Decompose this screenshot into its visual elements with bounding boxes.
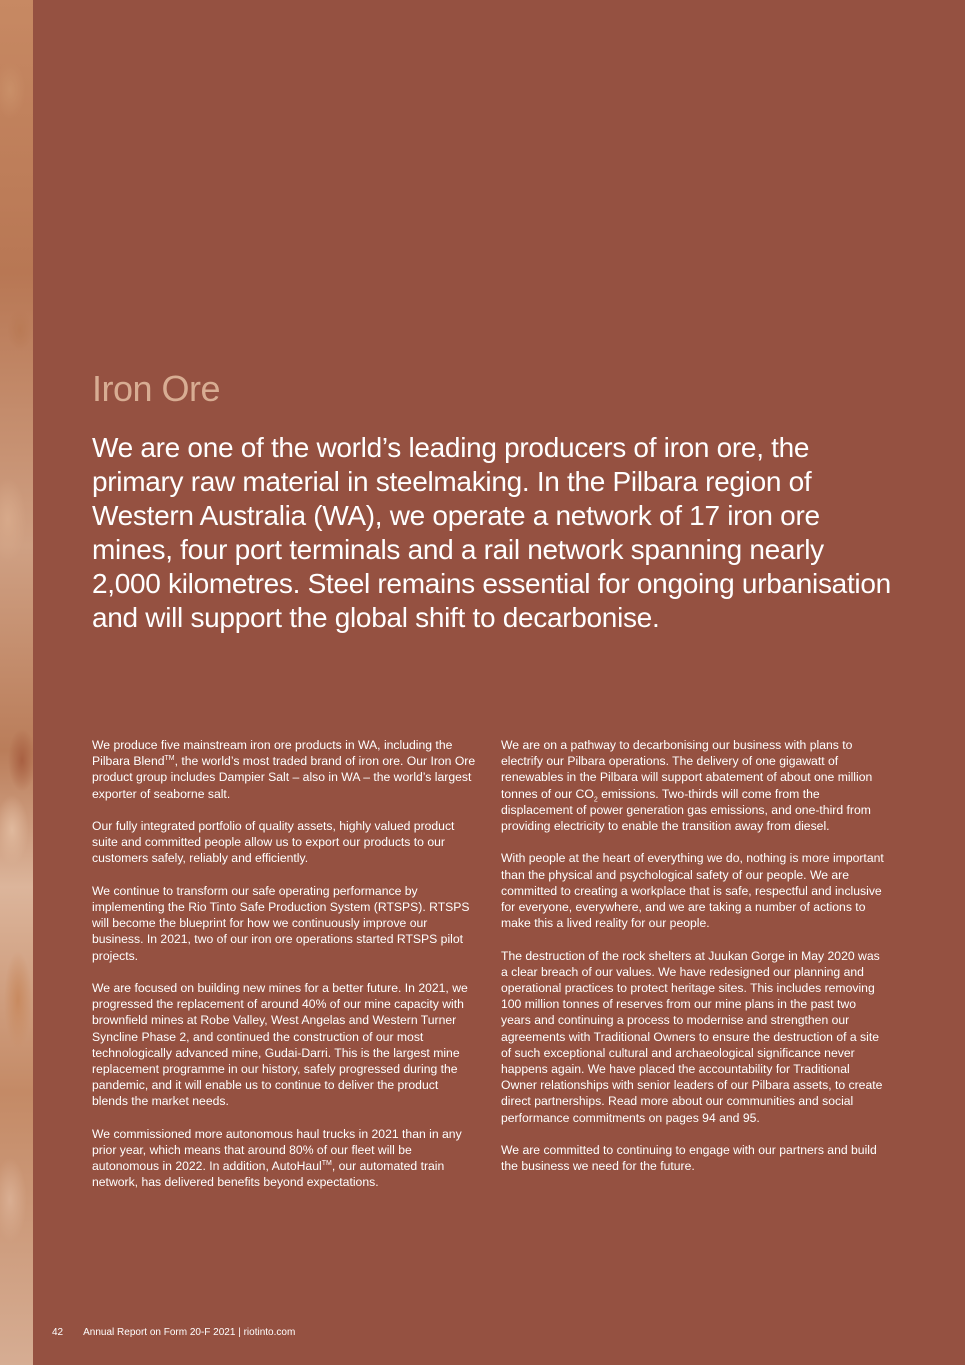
paragraph: We are committed to continuing to engage with our partners and build the business we need for the future.	[501, 1143, 877, 1174]
paragraph: We produce five mainstream iron ore products in WA, including the Pilbara Blend™, the world’s most traded brand of iron ore. Our Iron Ore product group includes Dampier Salt – also in WA – the world’s largest exporter of seaborne salt.	[92, 738, 476, 801]
paragraph: We are focused on building new mines for a better future. In 2021, we progressed the replacement of around 40% of our mine capacity with brownfield mines at Robe Valley, West Angelas and Western Turner Syncline Phase 2, and continued the construction of our most technologically advanced mine, Gudai-Darri. This is the largest mine replacement programme in our history, safely progressed during the pandemic, and it will enable us to continue to deliver the product blends the market needs.	[92, 981, 468, 1109]
left-column	[92, 737, 477, 1207]
paragraph: We continue to transform our safe operating performance by implementing the Rio Tinto Safe Production System (RTSPS). RTSPS will become the blueprint for how we continuously improve our business. In 2021, two of our iron ore operations started RTSPS pilot projects.	[92, 883, 470, 963]
report-title: Annual Report on Form 20-F 2021	[83, 1327, 236, 1338]
paragraph: We commissioned more autonomous haul trucks in 2021 than in any prior year, which means that around 80% of our fleet will be autonomous in 2022. In addition, AutoHaul™, our automated train network, has delivered benefits beyond expectations.	[92, 1126, 462, 1190]
website-link[interactable]: riotinto.com	[243, 1327, 296, 1338]
section-title: Iron Ore	[92, 368, 221, 409]
paragraph: With people at the heart of everything we do, nothing is more important than the physical and psychological safety of our people. We are committed to creating a workplace that is safe, respectful and inclusive for everyone, everywhere, and we are taking a number of actions to make this a lived reality for our people.	[501, 851, 884, 931]
paragraph: We are on a pathway to decarbonising our business with plans to electrify our Pilbara operations. The delivery of one gigawatt of renewables in the Pilbara will support abatement of about one million tonnes of our $CO_2$ emissions. Two-thirds will come from the displacement of power generation gas emissions, and one-third from providing electricity to enable the transition away from diesel.	[501, 738, 873, 834]
paragraph: The destruction of the rock shelters at Juukan Gorge in May 2020 was a clear breach of our values. We have redesigned our planning and operational practices to protect heritage sites. This includes removing 100 million tonnes of reserves from our mine plans in the past two years and continuing a process to modernise and strengthen our agreements with Traditional Owners to ensure the destruction of a site of such exceptional cultural and archaeological significance never happens again. We have placed the accountability for Traditional Owner relationships with senior leaders of our Pilbara assets, to create direct partnerships. Read more about our communities and social performance commitments on pages 94 and 95.	[501, 948, 883, 1125]
iron-ore-texture-image	[0, 0, 33, 1365]
page-number: 42	[52, 1327, 64, 1338]
right-column	[501, 737, 886, 1191]
paragraph: Our fully integrated portfolio of quality assets, highly valued product suite and committed people allow us to export our products to our customers safely, reliably and efficiently.	[92, 819, 455, 866]
page-footer	[52, 1327, 295, 1338]
footer-separator: |	[235, 1327, 244, 1338]
intro-statement: We are one of the world’s leading producers of iron ore, the primary raw material in steelmaking. In the Pilbara region of Western Australia (WA), we operate a network of 17 iron ore mines, four port terminals and a rail network spanning nearly 2,000 kilometres. Steel remains essential for ongoing urbanisation and will support the global shift to decarbonise.	[92, 432, 891, 633]
